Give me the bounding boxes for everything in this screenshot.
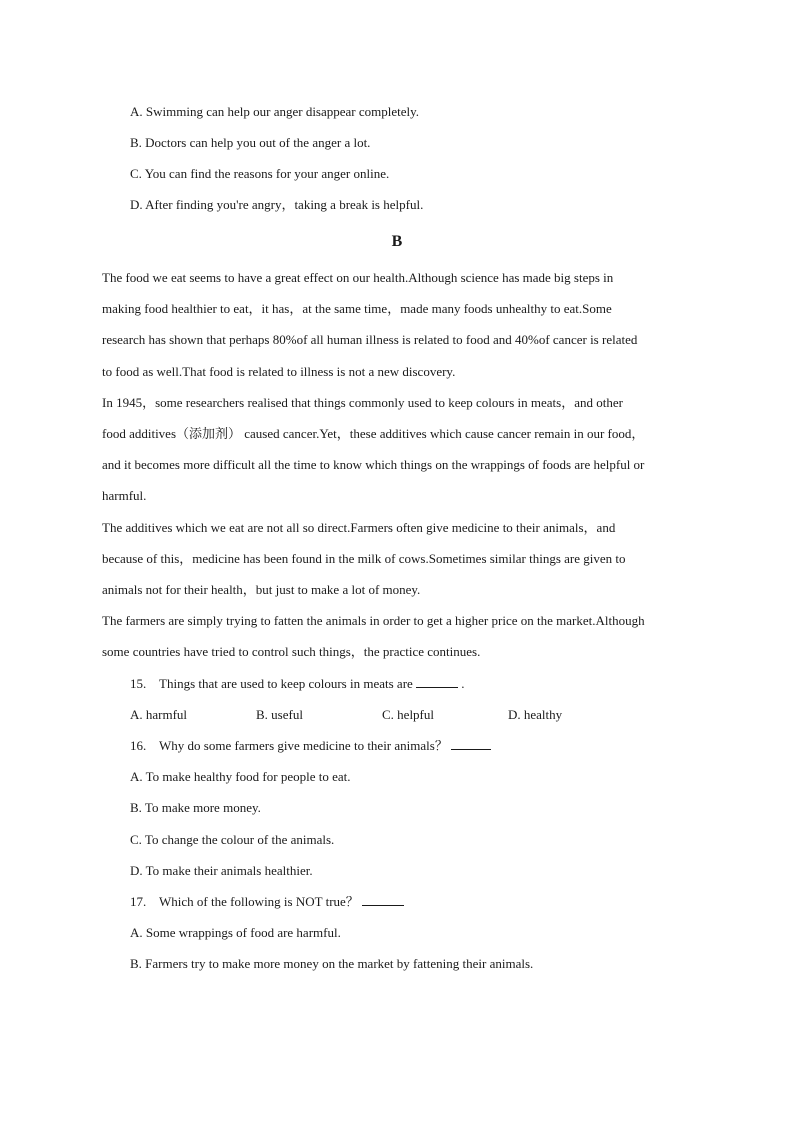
- answer-blank[interactable]: [416, 675, 458, 688]
- passage-line: In 1945，some researchers realised that things commonly used to keep colours in meats，and other: [102, 395, 623, 410]
- passage-line: making food healthier to eat，it has，at the same time，made many foods unhealthy to eat.Some: [102, 301, 612, 316]
- choice-b[interactable]: B. useful: [256, 707, 303, 722]
- passage-line: harmful.: [102, 488, 147, 503]
- passage-line: to food as well.That food is related to illness is not a new discovery.: [102, 364, 456, 379]
- question-16: [130, 737, 491, 755]
- q17-option-b[interactable]: B. Farmers try to make more money on the market by fattening their animals.: [130, 956, 534, 971]
- q16-option-d[interactable]: D. To make their animals healthier.: [130, 863, 313, 878]
- prev-option-c: C. You can find the reasons for your anger online.: [130, 166, 390, 181]
- prev-option-b: B. Doctors can help you out of the anger a lot.: [130, 135, 371, 150]
- q16-option-a[interactable]: A. To make healthy food for people to eat.: [130, 769, 351, 784]
- passage-line: some countries have tried to control such things，the practice continues.: [102, 644, 481, 659]
- choice-a[interactable]: A. harmful: [130, 707, 188, 722]
- prev-option-d: D. After finding you're angry，taking a break is helpful.: [130, 197, 424, 212]
- section-title: B: [391, 233, 403, 250]
- question-end: .: [461, 676, 465, 691]
- answer-blank[interactable]: [451, 737, 491, 750]
- question-number: 17.: [130, 894, 147, 909]
- question-number: 16.: [130, 738, 147, 753]
- answer-blank[interactable]: [362, 893, 404, 906]
- passage-line: The farmers are simply trying to fatten the animals in order to get a higher price on the market.Although: [102, 613, 645, 628]
- question-17: [130, 893, 404, 911]
- question-number: 15.: [130, 676, 147, 691]
- question-text: Things that are used to keep colours in meats are: [159, 676, 413, 691]
- q16-option-b[interactable]: B. To make more money.: [130, 800, 261, 815]
- passage-line: food additives（添加剂） caused cancer.Yet，these additives which cause cancer remain in our food，: [102, 426, 645, 441]
- choice-d[interactable]: D. healthy: [508, 707, 563, 722]
- passage-line: The food we eat seems to have a great effect on our health.Although science has made big steps in: [102, 270, 614, 285]
- passage-line: The additives which we eat are not all so direct.Farmers often give medicine to their animals，and: [102, 520, 616, 535]
- passage-line: animals not for their health，but just to make a lot of money.: [102, 582, 421, 597]
- choice-c[interactable]: C. helpful: [382, 707, 434, 722]
- question-15: [130, 675, 465, 693]
- question-text: Why do some farmers give medicine to their animals？: [159, 738, 448, 753]
- passage-line: and it becomes more difficult all the time to know which things on the wrappings of foods are helpful or: [102, 457, 645, 472]
- passage-line: because of this，medicine has been found in the milk of cows.Sometimes similar things are given to: [102, 551, 626, 566]
- prev-option-a: A. Swimming can help our anger disappear completely.: [130, 104, 420, 119]
- q17-option-a[interactable]: A. Some wrappings of food are harmful.: [130, 925, 341, 940]
- question-text: Which of the following is NOT true？: [159, 894, 359, 909]
- q16-option-c[interactable]: C. To change the colour of the animals.: [130, 832, 335, 847]
- passage-line: research has shown that perhaps 80%of all human illness is related to food and 40%of cancer is related: [102, 332, 638, 347]
